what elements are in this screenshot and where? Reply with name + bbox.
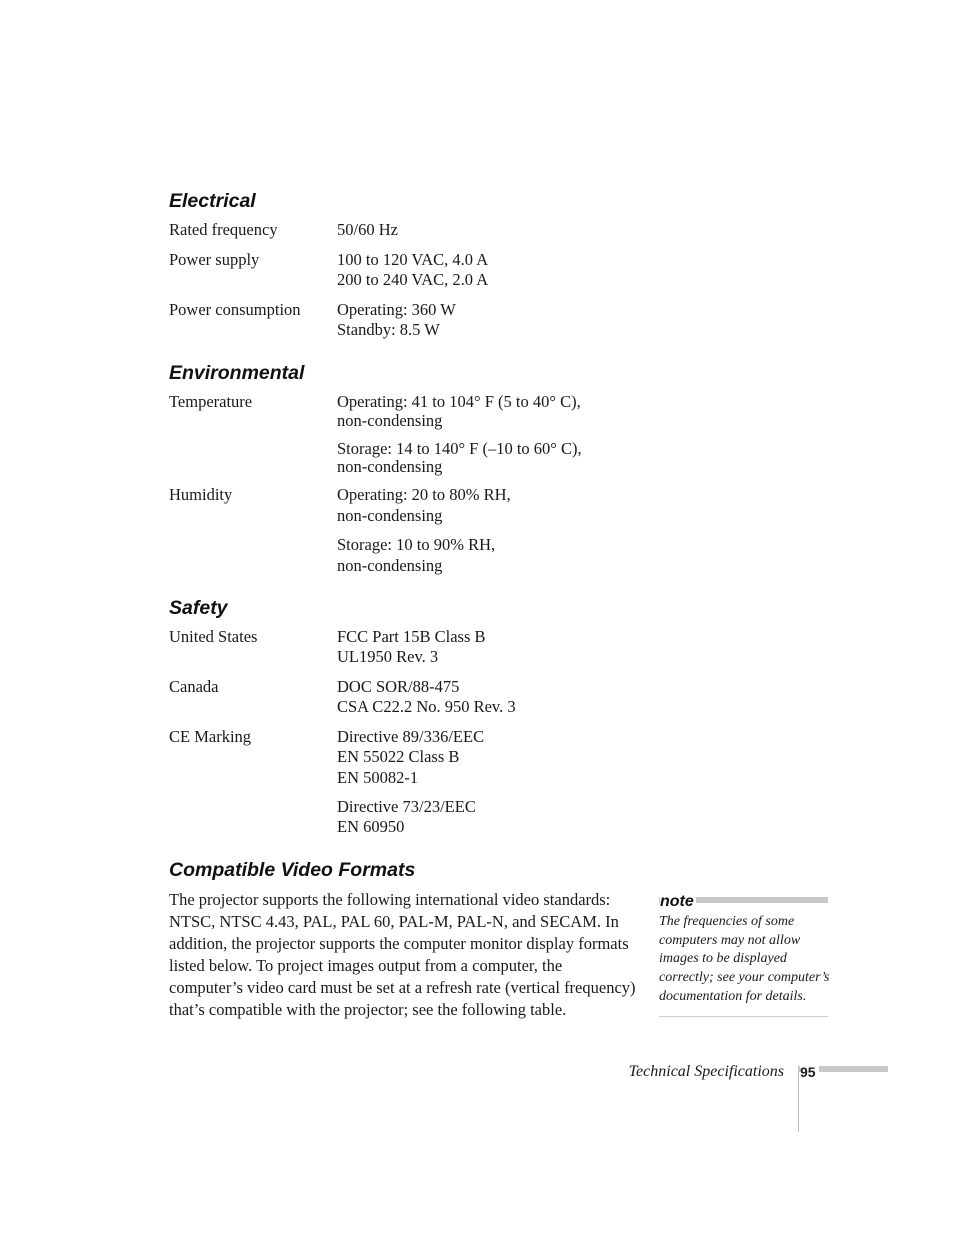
note-text: The frequencies of some computers may not allow images to be displayed correctly; see your computer’s documentation for details. — [659, 914, 830, 1004]
humidity-value-2: non-condensing — [337, 506, 443, 525]
electrical-heading: Electrical — [169, 190, 256, 212]
temperature-value-2: non-condensing — [337, 411, 443, 430]
ce-marking-value-2: EN 55022 Class B — [337, 747, 460, 766]
note-divider — [659, 1016, 828, 1017]
united-states-label: United States — [169, 627, 258, 646]
humidity-label: Humidity — [169, 485, 233, 504]
temperature-value-4: non-condensing — [337, 457, 443, 476]
united-states-value-1: FCC Part 15B Class B — [337, 627, 486, 646]
power-supply-value-2: 200 to 240 VAC, 2.0 A — [337, 270, 489, 289]
power-consumption-value-2: Standby: 8.5 W — [337, 320, 440, 339]
note-title: note — [660, 893, 694, 910]
power-consumption-value-1: Operating: 360 W — [337, 300, 456, 319]
ce-marking-value-3: EN 50082-1 — [337, 768, 419, 787]
temperature-value-3: Storage: 14 to 140° F (–10 to 60° C), — [337, 439, 582, 458]
humidity-value-1: Operating: 20 to 80% RH, — [337, 485, 511, 504]
video-formats-paragraph: The projector supports the following international video standards: NTSC, NTSC 4.43, PAL, PAL 60, PAL-M, PAL-N, and SECAM. In addition, the projector supports the computer monitor display formats listed below. To project images output from a computer, the computer’s video card must be set at a refresh rate (vertical frequency) that’s compatible with the projector; see the following table. — [169, 890, 636, 1019]
footer-section-title: Technical Specifications — [628, 1063, 784, 1080]
canada-value-2: CSA C22.2 No. 950 Rev. 3 — [337, 697, 516, 716]
ce-marking-value-4: Directive 73/23/EEC — [337, 797, 476, 816]
humidity-value-3: Storage: 10 to 90% RH, — [337, 535, 496, 554]
power-supply-label: Power supply — [169, 250, 260, 269]
temperature-label: Temperature — [169, 392, 253, 411]
canada-value-1: DOC SOR/88-475 — [337, 677, 460, 696]
safety-heading: Safety — [169, 597, 228, 619]
ce-marking-value-5: EN 60950 — [337, 817, 405, 836]
environmental-heading: Environmental — [169, 362, 305, 384]
canada-label: Canada — [169, 677, 219, 696]
humidity-value-4: non-condensing — [337, 556, 443, 575]
page-number: 95 — [800, 1063, 819, 1081]
rated-frequency-value: 50/60 Hz — [337, 220, 398, 239]
united-states-value-2: UL1950 Rev. 3 — [337, 647, 439, 666]
power-supply-value-1: 100 to 120 VAC, 4.0 A — [337, 250, 489, 269]
temperature-value-1: Operating: 41 to 104° F (5 to 40° C), — [337, 392, 581, 411]
ce-marking-value-1: Directive 89/336/EEC — [337, 727, 485, 746]
footer-vertical-rule — [798, 1072, 799, 1132]
ce-marking-label: CE Marking — [169, 727, 252, 746]
power-consumption-label: Power consumption — [169, 300, 301, 319]
rated-frequency-label: Rated frequency — [169, 220, 278, 239]
compatible-video-formats-heading: Compatible Video Formats — [169, 859, 416, 881]
